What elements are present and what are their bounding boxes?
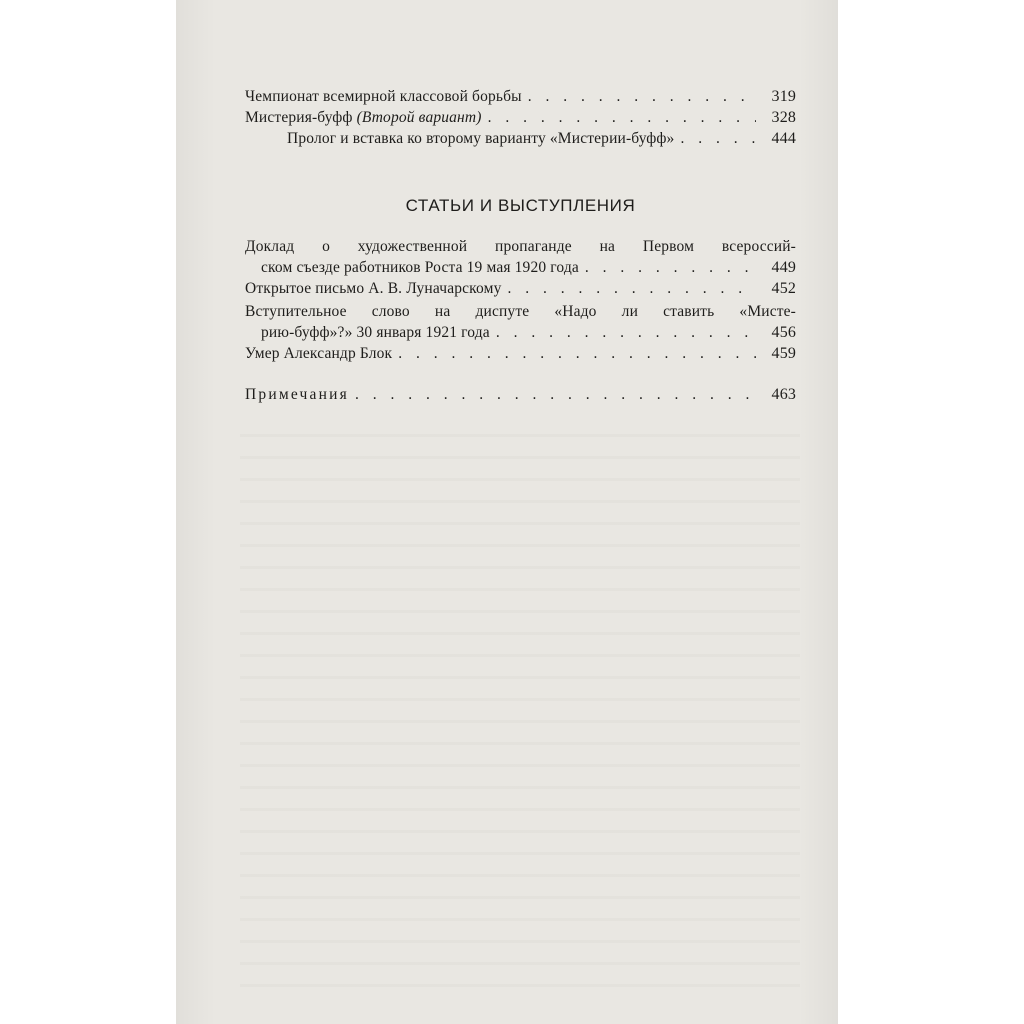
page-number: 444 xyxy=(771,130,796,147)
dot-leader xyxy=(488,109,756,127)
toc-entry xyxy=(245,303,796,345)
page-number: 456 xyxy=(771,324,796,341)
toc-entry xyxy=(245,109,796,130)
toc-entry xyxy=(245,345,796,366)
dot-leader xyxy=(398,345,756,363)
section-heading: СТАТЬИ И ВЫСТУПЛЕНИЯ xyxy=(405,196,636,215)
entry-title: Открытое письмо А. В. Луначарскому xyxy=(245,280,502,297)
entry-title: Мистерия-буфф (Второй вариант) xyxy=(245,109,482,126)
bleed-through-text xyxy=(240,420,800,1000)
entry-subtitle: (Второй вариант) xyxy=(356,109,482,126)
entry-title: Пролог и вставка ко второму варианту «Мистерии-буфф» xyxy=(287,130,675,147)
entry-title: Умер Александр Блок xyxy=(245,345,393,362)
entry-title: Примечания xyxy=(245,386,349,403)
dot-leader xyxy=(355,386,756,404)
toc-entry-notes xyxy=(245,386,796,407)
toc-entry xyxy=(245,130,796,151)
page-number: 328 xyxy=(771,109,796,126)
entry-title: Чемпионат всемирной классовой борьбы xyxy=(245,88,522,105)
page-number: 459 xyxy=(771,345,796,362)
dot-leader xyxy=(496,324,756,342)
dot-leader xyxy=(528,88,756,106)
toc-entry xyxy=(245,88,796,109)
entry-title-line-1: Доклад о художественной пропаганде на Первом всероссий- xyxy=(245,238,796,255)
toc-entry xyxy=(245,280,796,301)
page-number: 319 xyxy=(771,88,796,105)
page-number: 463 xyxy=(771,386,796,403)
toc-entry xyxy=(245,238,796,280)
dot-leader xyxy=(508,280,756,298)
dot-leader xyxy=(585,259,756,277)
dot-leader xyxy=(680,130,756,148)
table-of-contents xyxy=(245,88,796,407)
page-number: 449 xyxy=(771,259,796,276)
entry-title-line-2: ском съезде работников Роста 19 мая 1920 года xyxy=(261,259,579,276)
page-number: 452 xyxy=(771,280,796,297)
spacer xyxy=(245,366,796,386)
entry-title-line-2: рию-буфф»?» 30 января 1921 года xyxy=(261,324,490,341)
entry-title-line-1: Вступительное слово на диспуте «Надо ли ставить «Мисте- xyxy=(245,303,796,320)
